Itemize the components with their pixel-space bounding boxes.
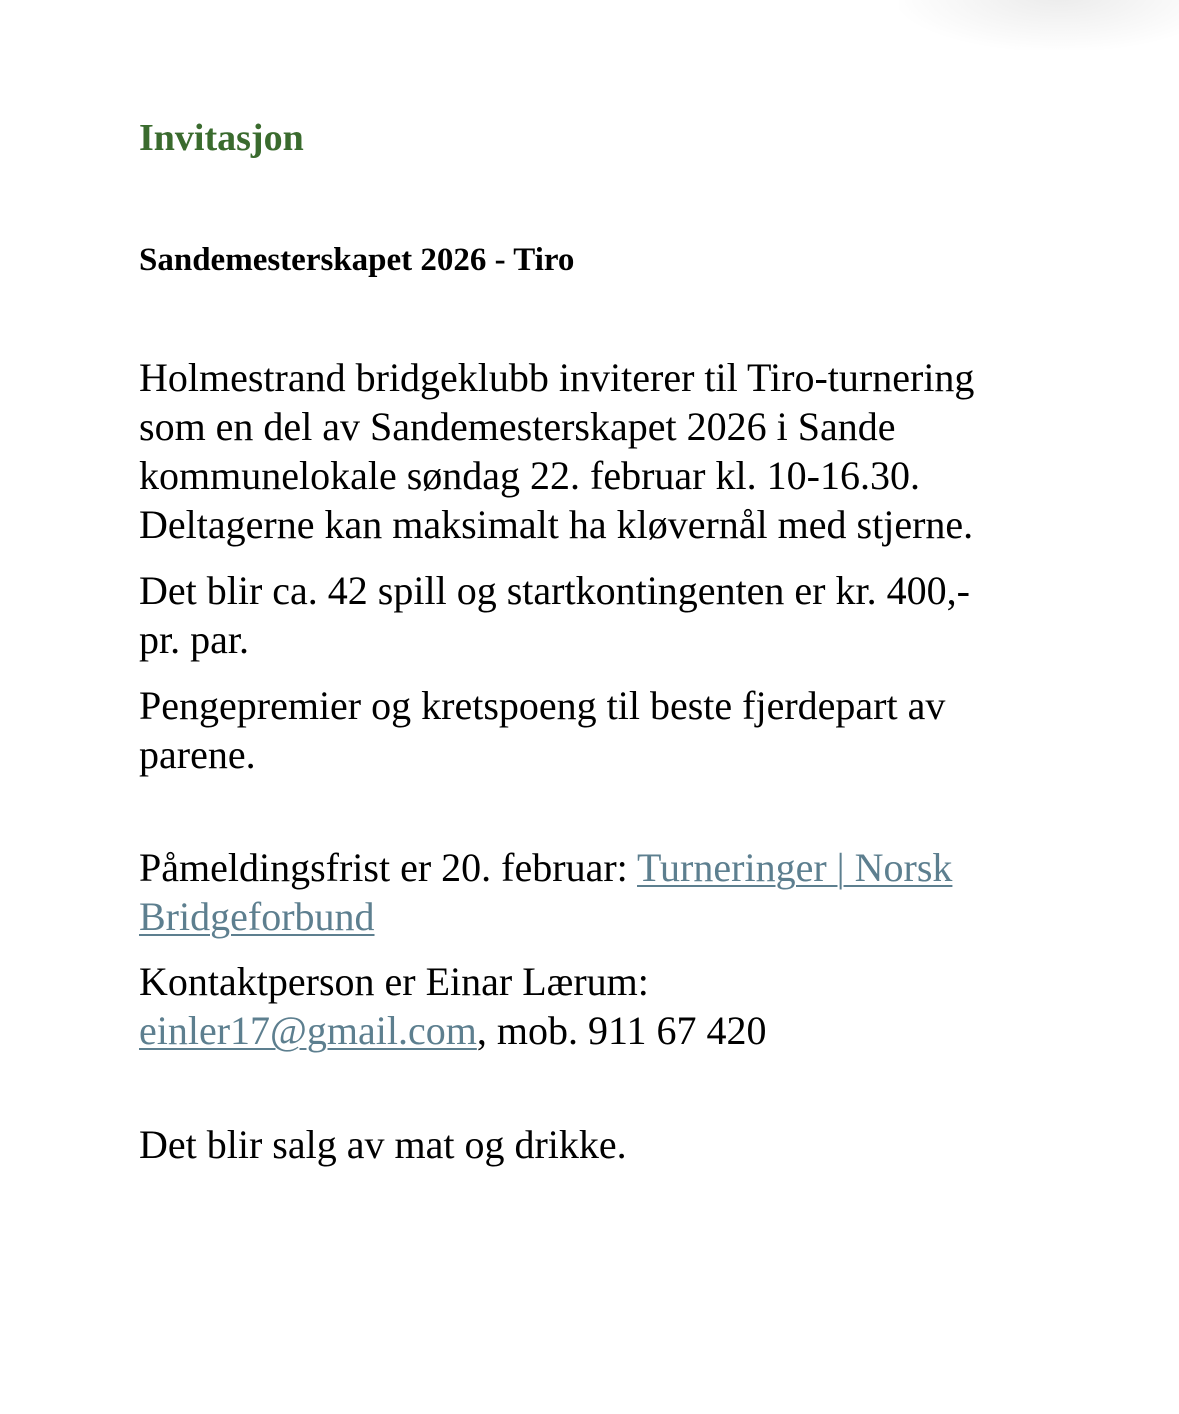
prizes-paragraph xyxy=(139,681,1019,779)
contact-paragraph xyxy=(139,957,1019,1055)
games-line: Det blir ca. 42 spill og startkontingenten er kr. 400,- xyxy=(139,568,970,613)
contact-email-link[interactable]: einler17@gmail.com xyxy=(139,1008,477,1053)
intro-paragraph xyxy=(139,353,1019,549)
tournaments-link-continued[interactable]: Bridgeforbund xyxy=(139,894,375,939)
registration-paragraph xyxy=(139,843,1019,941)
food-paragraph: Det blir salg av mat og drikke. xyxy=(139,1122,627,1167)
contact-person-text: Kontaktperson er Einar Lærum: xyxy=(139,959,649,1004)
event-title: Sandemesterskapet 2026 - Tiro xyxy=(139,242,575,278)
registration-deadline-text: Påmeldingsfrist er 20. februar: xyxy=(139,845,638,890)
intro-line: Deltagerne kan maksimalt ha kløvernål med stjerne. xyxy=(139,502,974,547)
intro-line: kommunelokale søndag 22. februar kl. 10-16.30. xyxy=(139,453,920,498)
prizes-line: parene. xyxy=(139,732,256,777)
tournaments-link[interactable]: Turneringer | Norsk xyxy=(637,845,953,890)
games-line: pr. par. xyxy=(139,617,249,662)
contact-phone-text: , mob. 911 67 420 xyxy=(476,1008,767,1053)
games-paragraph xyxy=(139,566,1019,664)
prizes-line: Pengepremier og kretspoeng til beste fjerdepart av xyxy=(139,683,946,728)
intro-line: som en del av Sandemesterskapet 2026 i Sande xyxy=(139,404,896,449)
page-title: Invitasjon xyxy=(139,117,304,159)
intro-line: Holmestrand bridgeklubb inviterer til Tiro-turnering xyxy=(139,355,975,400)
corner-shadow xyxy=(899,0,1179,50)
